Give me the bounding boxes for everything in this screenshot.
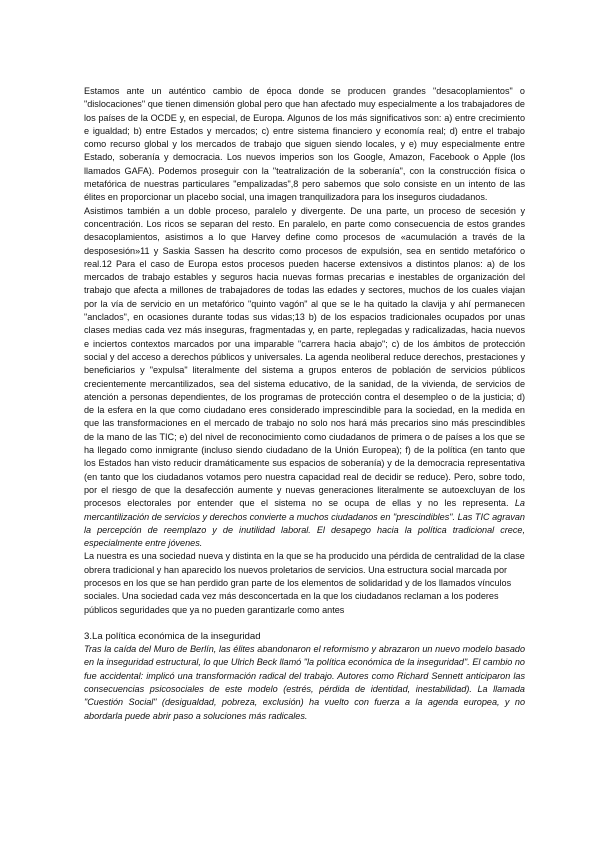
paragraph-new-society: La nuestra es una sociedad nueva y distinta en la que se ha producido una pérdida de centralidad de la clase obrera tradicional y han aparecido los nuevos proletarios de servicios. Una estructura social marcada por procesos en los que se han perdido gran parte de los elementos de solidaridad y de los llamados vínculos sociales. Una sociedad cada vez más desconcertada en la que los ciudadanos reclaman a los poderes públicos seguridades que ya no pueden garantizarle como antes (84, 551, 525, 615)
paragraph-secession-text: Asistimos también a un doble proceso, paralelo y divergente. De una parte, un proceso de secesión y concentración. Los ricos se separan del resto. En paralelo, en parte como consecuencia de estos grandes desacoplamientos, asistimos a lo que Harvey define como procesos de «acumulación a través de la desposesión»11 y Saskia Sassen ha descrito como procesos de expulsión, sea en sentido metafórico o real.12 Para el caso de Europa estos procesos pueden hacerse extensivos a distintos planos: a) de los mercados de trabajo estables y seguros hacia nuevas formas precarias e inestables de organización del trabajo que afecta a millones de trabajadores de todas las edades y sectores, muchos de los cuales viajan por la vía de servicio en un metafórico "quinto vagón" al que se le ha quitado la clavija y ahí permanecen "anclados", en ocasiones durante todas sus vidas;13 b) de los espacios tradicionales ocupados por unas clases medias cada vez más inseguras, fragmentadas y, en parte, replegadas y radicalizadas, hacia nuevos e inciertos contextos marcados por una imparable "carrera hacia abajo"; c) de los ámbitos de protección social y del acceso a derechos públicos y universales. La agenda neoliberal reduce derechos, prestaciones y beneficiarios y "expulsa" literalmente del sistema a grupos enteros de población de servicios públicos crecientemente mercantilizados, sea del sistema educativo, de la sanidad, de la vivienda, de servicios de atención a personas dependientes, de los programas de protección contra el desempleo o de la justicia; d) de la esfera en la que como ciudadano eres considerado imprescindible para la sociedad, en la medida en que las transformaciones en el mercado de trabajo no solo nos hará más precarios sino más prescindibles de la mano de las TIC; e) del nivel de reconocimiento como ciudadanos de primera o de países a los que se ha llegado como inmigrante (incluso siendo ciudadano de la Unión Europea); f) de la política (en tanto que los Estados han visto reducir dramáticamente sus espacios de soberanía) y de la democracia representativa (en tanto que los ciudadanos votamos pero nuestra capacidad real de decidir se reduce). Pero, sobre todo, por el riesgo de que la desafección aumente y nuevas generaciones literalmente se autoexcluyan de los procesos electorales por entender que el sistema no se ocupa de ellas y no les representa. (84, 205, 525, 509)
document-body (84, 85, 525, 723)
section-paragraph: Tras la caída del Muro de Berlín, las élites abandonaron el reformismo y abrazaron un nuevo modelo basado en la inseguridad estructural, lo que Ulrich Beck llamó "la política económica de la inseguridad". El cambio no fue accidental: implicó una transformación radical del trabajo. Autores como Richard Sennett anticiparon las consecuencias psicosociales de este modelo (estrés, pérdida de identidad, inestabilidad). La llamada "Cuestión Social" (desigualdad, pobreza, exclusión) ha vuelto con fuerza a la agenda europea, y no abordarla puede abrir paso a soluciones más radicales. (84, 644, 525, 721)
section-heading: 3.La política económica de la inseguridad (84, 630, 261, 642)
paragraph-decoupling: Estamos ante un auténtico cambio de época donde se producen grandes "desacoplamientos" o "dislocaciones" que tienen dimensión global pero que han afectado muy especialmente a los trabajadores de los países de la OCDE y, en especial, de Europa. Algunos de los más significativos son: a) entre crecimiento e igualdad; b) entre Estados y mercados; c) entre sistema financiero y economía real; d) entre el trabajo como recurso global y los mercados de trabajo que siguen siendo locales, y e) muy especialmente entre Estado, soberanía y democracia. Los nuevos imperios son los Google, Amazon, Facebook o Apple (los llamados GAFA). Podemos proseguir con la "teatralización de la soberanía", con la construcción física o metafórica de nuestras particulares "empalizadas",8 pero sabemos que solo consiste en un intento de las élites en proporcionar un placebo social, una imagen tranquilizadora para los inseguros ciudadanos. (84, 86, 525, 203)
paragraph-secession-expulsion (84, 205, 525, 551)
paragraph-secession-italic-tail: La mercantilización de servicios y derechos convierte a muchos ciudadanos en "prescindibles". Las TIC agravan la percepción de reemplazo y de inutilidad laboral. El desapego hacia la política tradicional crece, especialmente entre jóvenes. (84, 498, 525, 549)
